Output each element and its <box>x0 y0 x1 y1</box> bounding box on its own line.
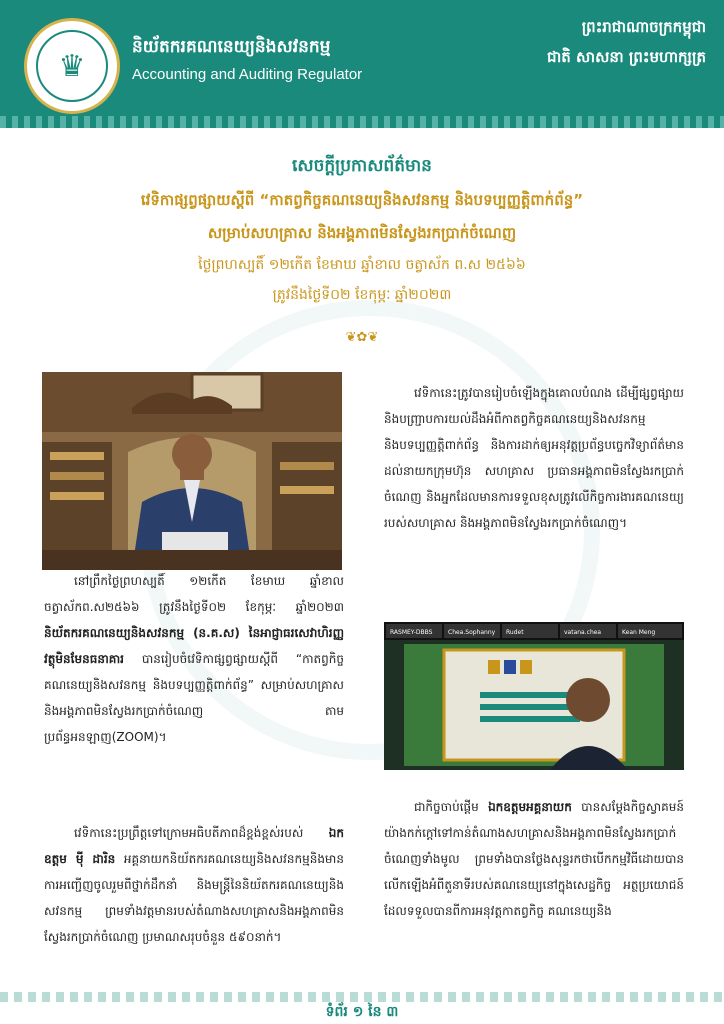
intro-lead-text: នៅព្រឹកថ្ងៃព្រហស្បតិ៍ ១២កើត ខែមាឃ ឆ្នាំខាល ចត្វាស័កព.ស២៥៦៦ ត្រូវនឹងថ្ងៃទី០២ ខែកុម្ភៈ ឆ្នាំ២០២៣ <box>44 574 344 614</box>
photo-official-at-desk <box>42 372 342 570</box>
title-line1: សេចក្ដីប្រកាសព័ត៌មាន <box>292 156 432 176</box>
title-date-solar: ត្រូវនឹងថ្ងៃទី០២ ខែកុម្ភៈ ឆ្នាំ២០២៣ <box>272 287 452 303</box>
photo-official-illustration <box>42 372 342 570</box>
chair-rest-text: អគ្គនាយកនិយ័តករគណនេយ្យនិងសវនកម្មនិងមានការអញ្ជើញចូលរួមពីថ្នាក់ដឹកនាំ និងមន្ត្រីនៃនិយ័តករគណនេយ្យនិងសវនកម្ម ព្រមទាំងវត្តមានរបស់តំណាងសហគ្រាសនិងអង្គភាពមិនស្វែងរកប្រាក់ចំណេញ ប្រមាណសរុបចំនួន ៥៩០នាក់។ <box>44 852 344 944</box>
zoom-name-5: Kean Meng <box>622 629 656 636</box>
zoom-name-4: vatana.chea <box>564 629 602 636</box>
crest-icon: ♛ <box>36 30 108 102</box>
zoom-name-1: RASMEY-DBBS <box>390 629 433 636</box>
opening-dg-bold: ឯកឧត្តមអគ្គនាយក <box>488 800 572 814</box>
page-number: ទំព័រ ១ នៃ ៣ <box>325 1004 399 1020</box>
org-name-khmer: និយ័តករគណនេយ្យនិងសវនកម្ម <box>132 37 331 57</box>
kingdom-line1: ព្រះរាជាណាចក្រកម្ពុជា <box>581 18 706 36</box>
chair-lead-text: វេទិកានេះប្រព្រឹត្តទៅក្រោមអធិបតីភាពដ៏ខ្ពង់ខ្ពស់របស់ <box>74 826 329 840</box>
zoom-name-2: Chea.Sophanny <box>448 629 496 636</box>
kingdom-line2: ជាតិ សាសនា ព្រះមហាក្សត្រ <box>547 48 706 66</box>
opening-lead-text: ជាកិច្ចចាប់ផ្ដើម <box>414 800 489 814</box>
paragraph-event-intro <box>44 568 344 750</box>
paragraph-chairmanship <box>44 820 344 950</box>
zoom-screenshot-illustration <box>384 622 684 770</box>
title-line2: វេទិកាផ្សព្វផ្សាយស្ដីពី “កាតព្វកិច្ចគណនេយ្យនិងសវនកម្ម និងបទប្បញ្ញត្តិពាក់ព័ន្ធ” <box>140 191 584 209</box>
press-release-title <box>40 148 684 310</box>
regulator-logo <box>24 18 120 114</box>
paragraph-opening-remarks <box>384 794 684 924</box>
kingdom-motto <box>506 12 706 72</box>
opening-rest-text: បានសម្ដែងកិច្ចស្វាគមន៍យ៉ាងកក់ក្ដៅទៅកាន់តំណាងសហគ្រាសនិងអង្គភាពមិនស្វែងរកប្រាក់ចំណេញទាំងមូល ព្រមទាំងបានថ្លែងសុន្ទរកថាបើកកម្មវិធីដោយបានលើកឡើងអំពីតួនាទីរបស់គណនេយ្យនៅក្នុងសេដ្ឋកិច្ច អត្ថប្រយោជន៍ដែលទទួលបានពីការអនុវត្តកាតព្វកិច្ច គណនេយ្យនិង <box>384 800 684 918</box>
ornament-divider: ❦✿❦ <box>345 330 379 345</box>
chair-name-bold: ឯកឧត្តម ម៉ី ដារិន <box>44 826 344 866</box>
zoom-name-3: Rudet <box>506 629 524 636</box>
org-name-english: Accounting and Auditing Regulator <box>132 66 363 83</box>
title-line3: សម្រាប់សហគ្រាស និងអង្គភាពមិនស្វែងរកប្រាក់ចំណេញ <box>207 224 517 242</box>
paragraph-purpose: វេទិកានេះត្រូវបានរៀបចំឡើងក្នុងគោលបំណង ដើម្បីផ្សព្វផ្សាយ និងបញ្ជ្រាបការយល់ដឹងអំពីកាតព្វកិច្ចគណនេយ្យនិងសវនកម្ម និងបទប្បញ្ញត្តិពាក់ព័ន្ធ និងការដាក់ឲ្យអនុវត្តប្រព័ន្ធបច្ចេកវិទ្យាព័ត៌មាន ដល់នាយកក្រុមហ៊ុន សហគ្រាស ប្រធានអង្គភាពមិនស្វែងរកប្រាក់ចំណេញ និងអ្នកដែលមានការទទួលខុសត្រូវលើកិច្ចការងារគណនេយ្យរបស់សហគ្រាស និងអង្គភាពមិនស្វែងរកប្រាក់ចំណេញ។ <box>384 386 684 530</box>
intro-org-bold: និយ័តករគណនេយ្យនិងសវនកម្ម (ន.គ.ស) នៃអាជ្ញាធរសេវាហិរញ្ញវត្ថុមិនមែនធនាគារ <box>44 626 344 666</box>
header-stripe <box>0 116 724 128</box>
intro-rest-text: បានរៀបចំវេទិកាផ្សព្វផ្សាយស្ដីពី “កាតព្វកិច្ចគណនេយ្យនិងសវនកម្ម និងបទប្បញ្ញត្តិពាក់ព័ន្ធ” សម្រាប់សហគ្រាសនិងអង្គភាពមិនស្វែងរកប្រាក់ចំណេញ តាមប្រព័ន្ធអនឡាញ(ZOOM)។ <box>44 652 344 744</box>
title-date-lunar: ថ្ងៃព្រហស្បតិ៍ ១២កើត ខែមាឃ ឆ្នាំខាល ចត្វាស័ក ព.ស ២៥៦៦ <box>198 257 526 273</box>
photo-zoom-session <box>384 622 684 770</box>
header-banner <box>0 0 724 128</box>
